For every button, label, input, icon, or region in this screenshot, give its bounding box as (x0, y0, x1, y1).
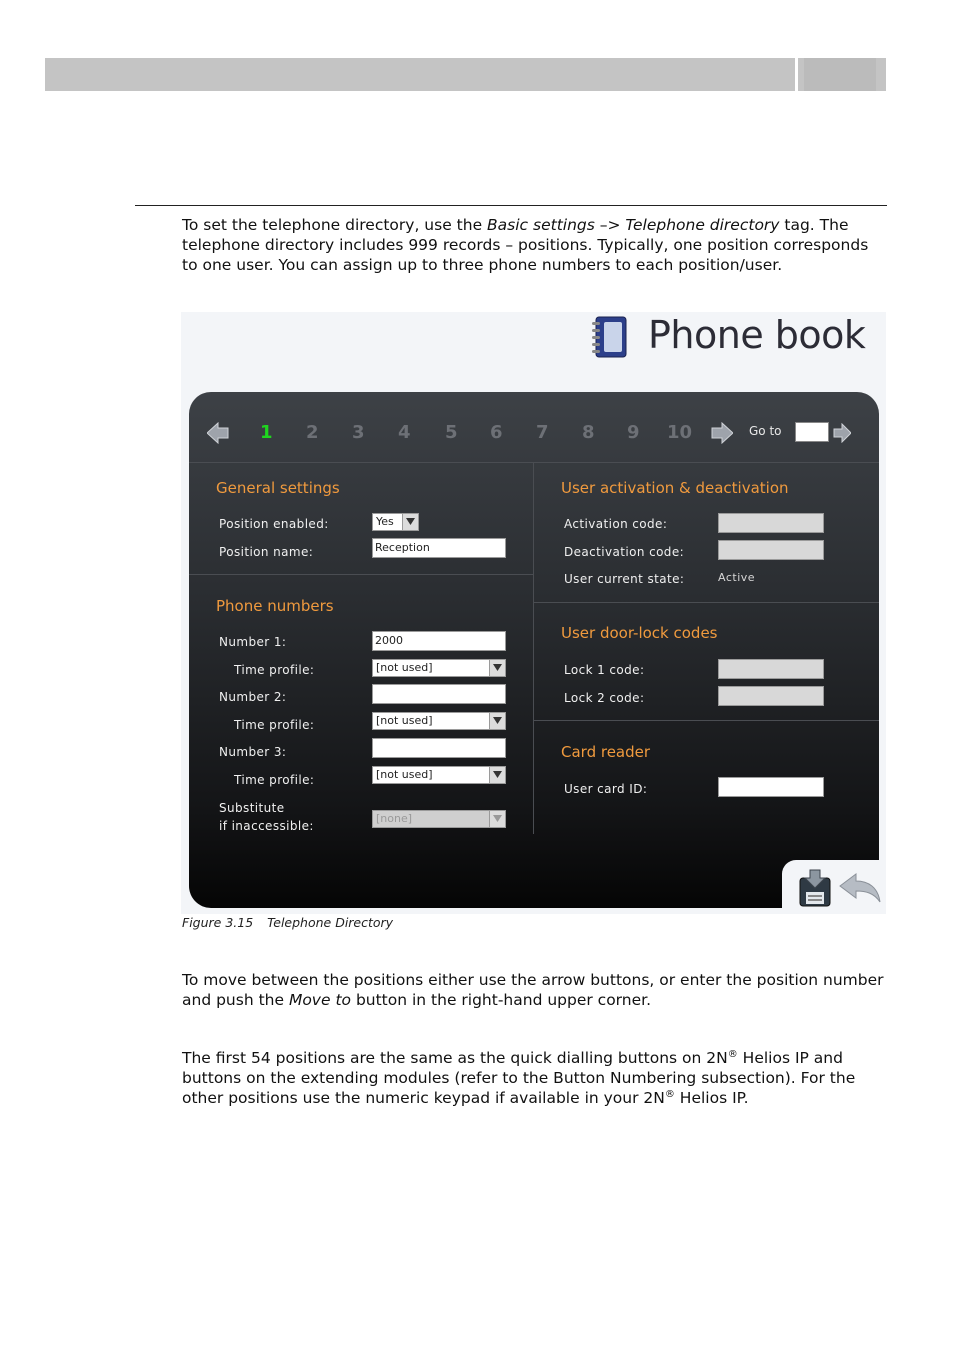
goto-label: Go to (749, 424, 782, 438)
card-id-label: User card ID: (564, 782, 648, 796)
number-2-input[interactable] (372, 684, 506, 704)
activation-code-label: Activation code: (564, 517, 668, 531)
deactivation-code-label: Deactivation code: (564, 545, 685, 559)
page-link-3[interactable]: 3 (352, 422, 365, 443)
lock-2-input[interactable] (718, 686, 824, 706)
lock-1-input[interactable] (718, 659, 824, 679)
lock-1-label: Lock 1 code: (564, 663, 645, 677)
number-1-label: Number 1: (219, 635, 287, 649)
time-profile-2-label: Time profile: (234, 718, 315, 732)
left-section-divider (189, 574, 533, 575)
page-link-7[interactable]: 7 (536, 422, 549, 443)
goto-input[interactable] (795, 422, 829, 442)
page-link-4[interactable]: 4 (398, 422, 411, 443)
positions-paragraph: The first 54 positions are the same as the quick dialling buttons on 2N® Helios IP and buttons on the extending modules (refer to the Button Numbering subsection). For the other positions use the numeric keypad if available in your 2N® Helios IP. (182, 1048, 856, 1107)
header-bar (45, 58, 795, 91)
card-id-input[interactable] (718, 777, 824, 797)
move-paragraph: To move between the positions either use the arrow buttons, or enter the position number and push the Move to button in the right-hand upper corner. (182, 971, 884, 1009)
header-page-box (798, 58, 886, 91)
page-link-9[interactable]: 9 (627, 422, 640, 443)
page-link-1[interactable]: 1 (260, 422, 273, 443)
chevron-down-icon (489, 767, 505, 783)
figure-caption: Figure 3.15 Telephone Directory (182, 915, 394, 930)
page-link-10[interactable]: 10 (667, 422, 693, 443)
column-divider (533, 462, 534, 834)
activation-title: User activation & deactivation (561, 479, 789, 497)
number-3-input[interactable] (372, 738, 506, 758)
time-profile-1-select[interactable]: [not used] (372, 659, 506, 677)
page-link-8[interactable]: 8 (582, 422, 595, 443)
deactivation-code-input[interactable] (718, 540, 824, 560)
right-section-divider-1 (534, 602, 879, 603)
phonebook-screenshot (181, 312, 886, 914)
position-name-label: Position name: (219, 545, 314, 559)
phonebook-title: Phone book (648, 313, 866, 357)
section-rule (135, 205, 887, 206)
nav-divider (189, 462, 879, 463)
prev-arrow-icon[interactable] (207, 422, 229, 444)
intro-paragraph: To set the telephone directory, use the Basic settings –> Telephone directory tag. The telephone directory includes 999 records – positions. Typically, one position corresponds to one user. You can assign up to three phone numbers to each position/user. (182, 216, 869, 274)
time-profile-3-label: Time profile: (234, 773, 315, 787)
move-to-arrow-icon[interactable] (833, 423, 851, 443)
position-enabled-label: Position enabled: (219, 517, 329, 531)
activation-code-input[interactable] (718, 513, 824, 533)
number-3-label: Number 3: (219, 745, 287, 759)
lock-2-label: Lock 2 code: (564, 691, 645, 705)
page-link-2[interactable]: 2 (306, 422, 319, 443)
back-arrow-icon[interactable] (838, 872, 882, 906)
position-enabled-select[interactable]: Yes (372, 513, 419, 531)
door-lock-title: User door-lock codes (561, 624, 718, 642)
phone-numbers-title: Phone numbers (216, 597, 334, 615)
time-profile-3-select[interactable]: [not used] (372, 766, 506, 784)
phonebook-icon (584, 314, 634, 360)
substitute-label: Substitute (219, 801, 285, 815)
number-2-label: Number 2: (219, 690, 287, 704)
substitute-label-2: if inaccessible: (219, 819, 314, 833)
general-settings-title: General settings (216, 479, 340, 497)
current-state-value: Active (718, 571, 756, 584)
chevron-down-icon (489, 811, 505, 827)
right-section-divider-2 (534, 720, 879, 721)
card-reader-title: Card reader (561, 743, 651, 761)
page-link-5[interactable]: 5 (445, 422, 458, 443)
save-icon[interactable] (798, 868, 832, 908)
next-arrow-icon[interactable] (711, 422, 733, 444)
time-profile-1-label: Time profile: (234, 663, 315, 677)
number-1-input[interactable]: 2000 (372, 631, 506, 651)
time-profile-2-select[interactable]: [not used] (372, 712, 506, 730)
position-name-input[interactable]: Reception (372, 538, 506, 558)
chevron-down-icon (489, 660, 505, 676)
chevron-down-icon (402, 514, 418, 530)
substitute-select: [none] (372, 810, 506, 828)
chevron-down-icon (489, 713, 505, 729)
page-link-6[interactable]: 6 (490, 422, 503, 443)
current-state-label: User current state: (564, 572, 685, 586)
